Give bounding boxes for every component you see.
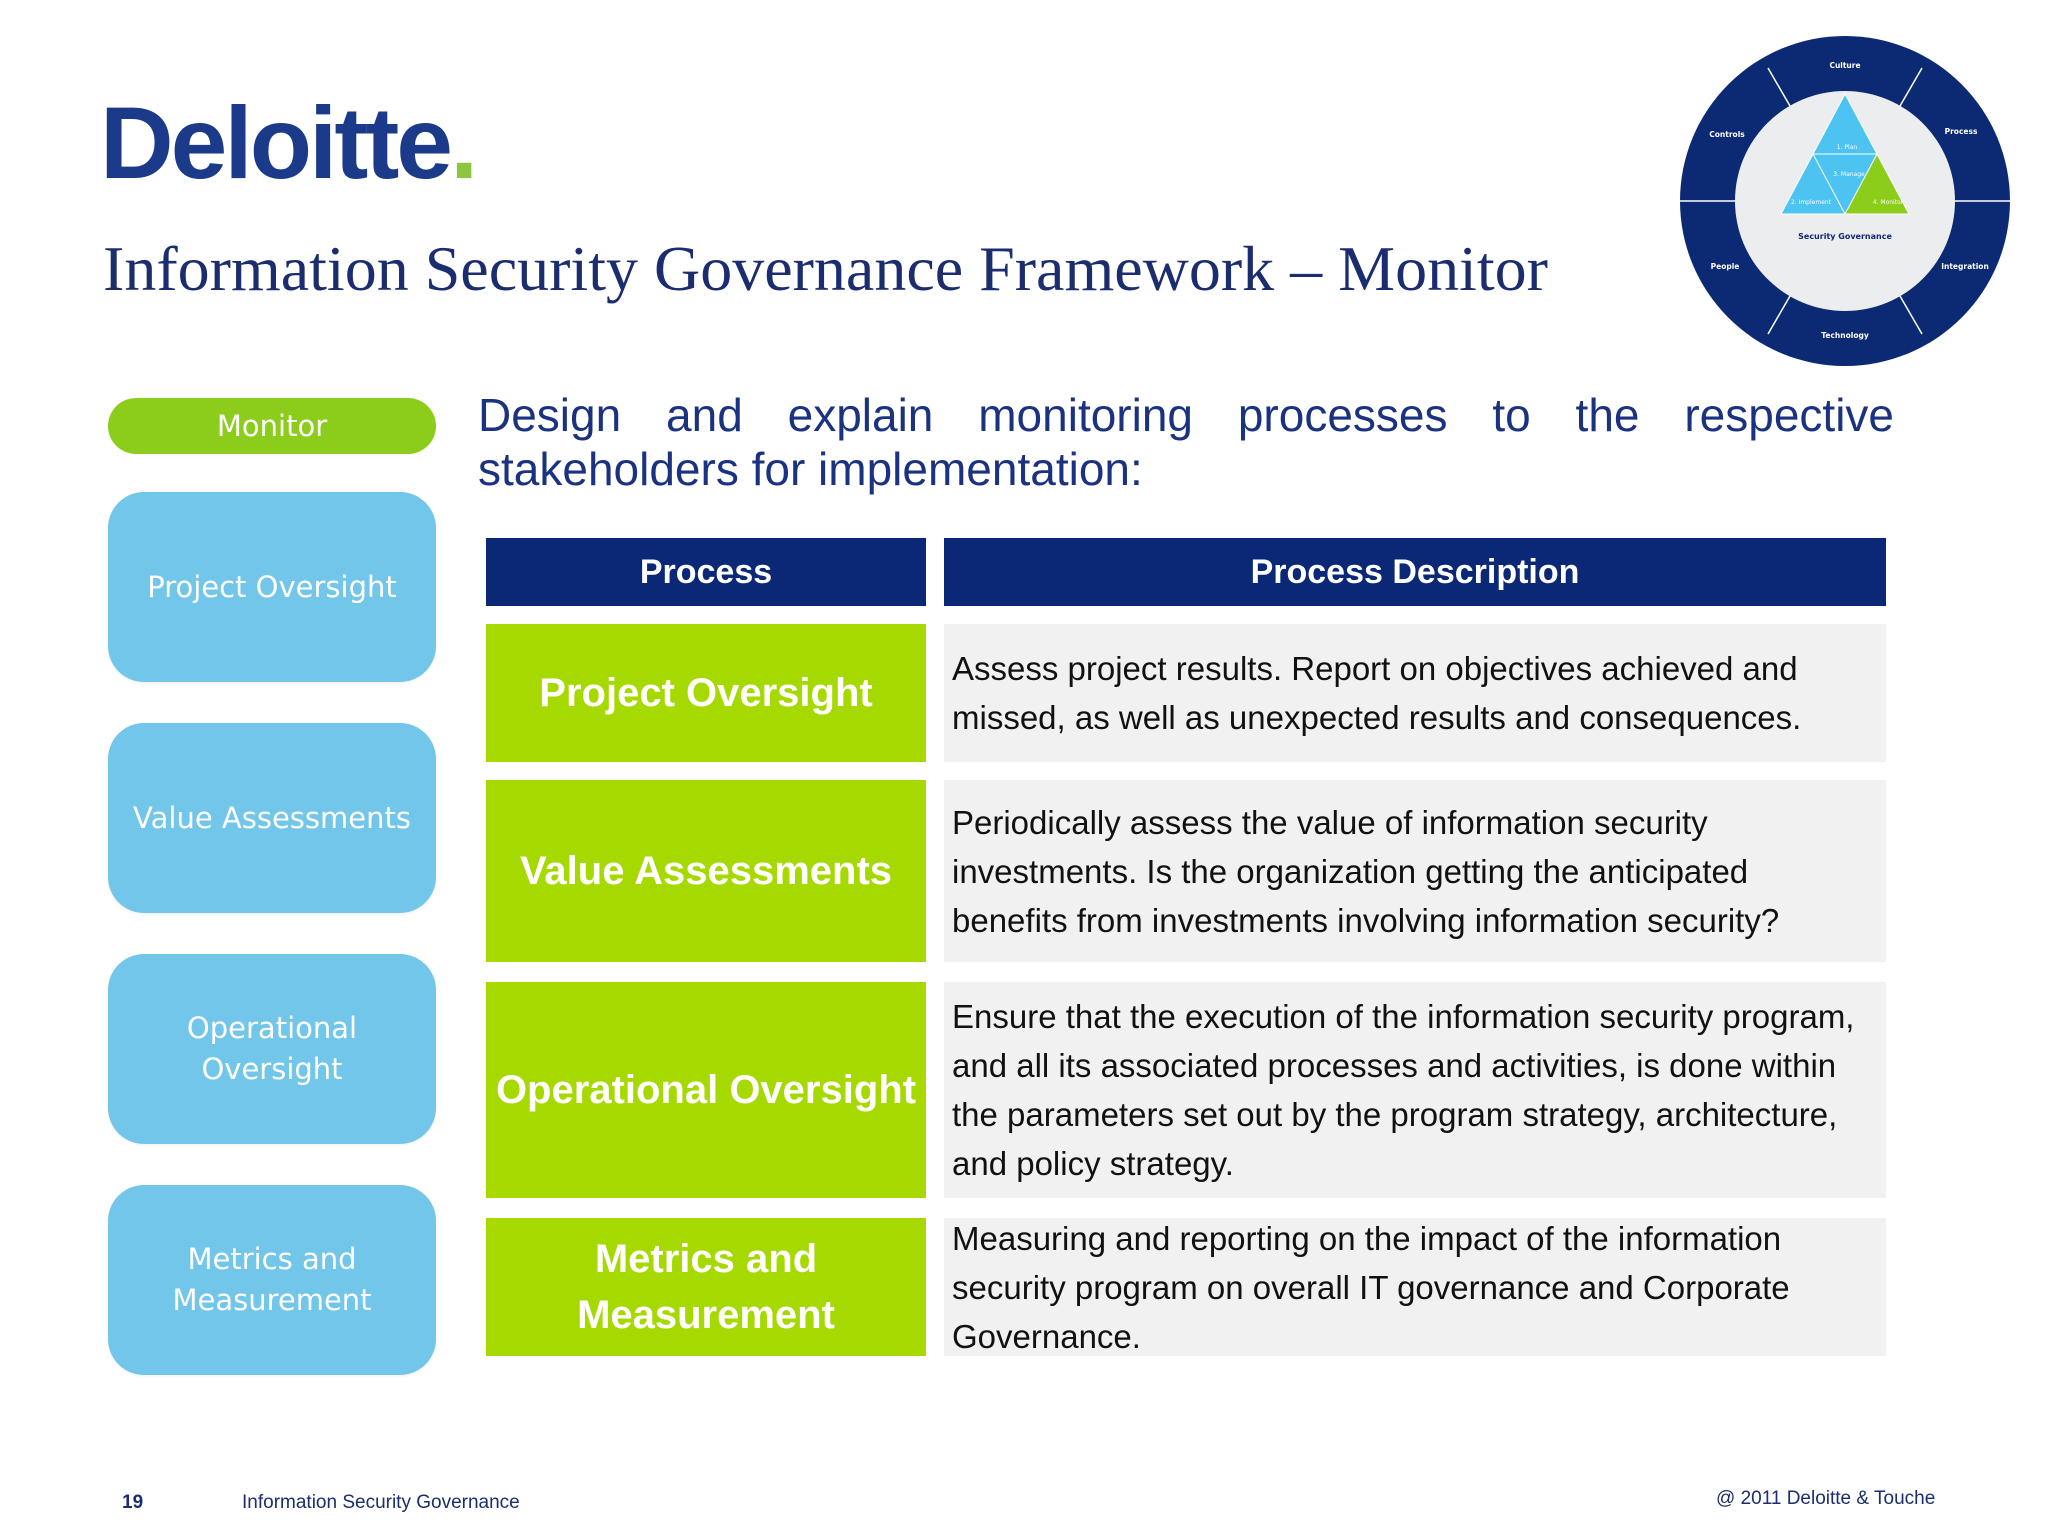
- description-cell: [944, 624, 1886, 762]
- logo-wordmark: Deloitte: [100, 86, 451, 200]
- wheel-label-process: Process: [1944, 127, 1978, 136]
- sidebar-item-project-oversight: [108, 492, 436, 682]
- sidebar-item-value-assessments: [108, 723, 436, 913]
- wheel-label-controls: Controls: [1709, 130, 1745, 139]
- deloitte-logo: [100, 86, 476, 200]
- wheel-label-people: People: [1710, 262, 1740, 271]
- process-cell-metrics-and-measurement: Metrics and Measurement: [486, 1218, 926, 1356]
- wheel-label-monitor: 4. Monitor: [1872, 199, 1904, 206]
- header-process: Process: [486, 538, 926, 606]
- wheel-label-manage: 3. Manage: [1833, 171, 1865, 178]
- header-process-description: Process Description: [944, 538, 1886, 606]
- description-text: Ensure that the execution of the information security program, and all its associated processes and activities, is done within the parameters set out by the program strategy, architecture, and policy strategy.: [952, 998, 1855, 1182]
- description-text: Measuring and reporting on the impact of the information security program on overall IT governance and Corporate Governance.: [952, 1219, 1790, 1355]
- intro-text: Design and explain monitoring processes to the respective stakeholders for implementation:: [478, 389, 1894, 495]
- wheel-center-label: Security Governance: [1798, 232, 1892, 241]
- wheel-label-plan: 1. Plan: [1836, 144, 1858, 151]
- process-cell-project-oversight: Project Oversight: [486, 624, 926, 762]
- sidebar-item-label: Operational Oversight: [186, 1011, 358, 1086]
- sidebar-item-label: Project Oversight: [147, 569, 397, 604]
- sidebar-item-metrics-and-measurement: [108, 1185, 436, 1375]
- wheel-label-integration: Integration: [1941, 262, 1989, 271]
- description-cell: [944, 780, 1886, 962]
- page-number: 19: [122, 1492, 144, 1513]
- process-cell-value-assessments: Value Assessments: [486, 780, 926, 962]
- wheel-label-culture: Culture: [1829, 61, 1861, 70]
- page-title: Information Security Governance Framework – Monitor: [103, 233, 1548, 304]
- sidebar-active-phase: Monitor: [108, 398, 436, 454]
- description-cell: [944, 1218, 1886, 1356]
- description-text: Assess project results. Report on objectives achieved and missed, as well as unexpected results and consequences.: [952, 650, 1802, 736]
- footer-copyright: @ 2011 Deloitte & Touche: [1716, 1488, 1936, 1509]
- framework-wheel-diagram: [1680, 36, 2010, 366]
- sidebar-item-label: Metrics and Measurement: [172, 1242, 372, 1317]
- logo-dot: .: [450, 86, 476, 200]
- wheel-label-implement: 2. Implement: [1790, 199, 1832, 206]
- sidebar-item-label: Value Assessments: [133, 800, 411, 835]
- wheel-label-technology: Technology: [1821, 331, 1869, 340]
- sidebar-item-operational-oversight: [108, 954, 436, 1144]
- description-cell: [944, 982, 1886, 1198]
- description-text: Periodically assess the value of information security investments. Is the organization getting the anticipated benefits from investments involving information security?: [952, 803, 1780, 939]
- process-cell-operational-oversight: Operational Oversight: [486, 982, 926, 1198]
- footer-doc-title: Information Security Governance: [242, 1492, 520, 1513]
